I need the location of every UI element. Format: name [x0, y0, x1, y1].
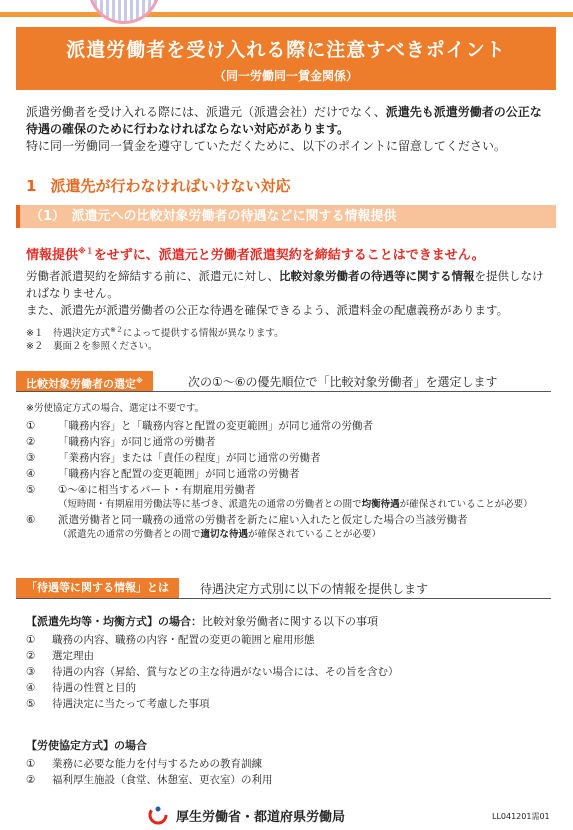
item-number: ①: [26, 634, 36, 646]
item-text: 福利厚生施設（食堂、休憩室、更衣室）の利用: [52, 774, 273, 786]
item6-sub-a: （派遣先の通常の労働者との間で: [58, 529, 201, 540]
item-number: ③: [26, 666, 36, 678]
info-description: 待遇決定方式別に以下の情報を提供します: [200, 582, 429, 596]
selection-list: [26, 418, 556, 542]
divider: [16, 598, 551, 599]
body-paragraph: [26, 268, 551, 319]
document-code: LL041201需01: [492, 812, 550, 821]
method-a-rest: 比較対象労働者に関する以下の事項: [202, 615, 378, 628]
list-item: [26, 756, 546, 772]
list-item: [26, 632, 546, 648]
note1b: によって提供する情報が異なります。: [122, 328, 284, 340]
intro-line1b: 派遣先も派遣労働者の公正な待遇の確保のために行わなければならない対応があります。: [26, 105, 542, 136]
item6-sub-b: 適切な待遇: [200, 529, 249, 540]
method-b-heading: 【労使協定方式】の場合: [26, 739, 147, 752]
warning-b: をせずに、派遣元と労働者派遣契約を締結することはできません。: [93, 248, 485, 263]
section1-heading: [26, 175, 290, 196]
body-p2: また、派遣先が派遣労働者の公正な待遇を確保できるよう、派遣料金の配慮義務があります。: [26, 303, 509, 317]
decorative-circle-icon: [88, 0, 160, 24]
body-p1b: 比較対象労働者の待遇等に関する情報: [279, 269, 475, 283]
body-p1c: を提供しなければなりません。: [26, 269, 544, 300]
selection-tag-label: 比較対象労働者の選定: [26, 377, 136, 391]
method-b-list: [26, 756, 546, 788]
item-number: ③: [26, 452, 36, 464]
section1-title: 派遣先が行わなければいけない対応: [50, 177, 291, 195]
list-item: [26, 664, 546, 680]
divider: [16, 391, 551, 392]
item-text: 派遣労働者と同一職務の通常の労働者を新たに雇い入れたと仮定した場合の当該労働者: [58, 514, 468, 526]
intro-line1a: 派遣労働者を受け入れる際には、派遣元（派遣会社）だけでなく、: [26, 105, 386, 119]
item-number: ①: [26, 758, 36, 770]
page-title: 派遣労働者を受け入れる際に注意すべきポイント: [66, 39, 506, 61]
list-item: [26, 450, 556, 466]
intro-text: [26, 104, 546, 155]
top-stripe: [0, 12, 573, 17]
warning-text: [26, 244, 485, 263]
list-item: [26, 482, 556, 498]
item-number: ①: [26, 420, 36, 432]
item-number: ⑤: [26, 698, 36, 710]
selection-note: ※労使協定方式の場合、選定は不要です。: [26, 403, 205, 414]
item-number: ②: [26, 774, 36, 786]
method-a-list: [26, 632, 546, 712]
list-item: [26, 648, 546, 664]
item-text: 「職務内容」と「職務内容と配置の変更範囲」が同じ通常の労働者: [58, 420, 373, 432]
item-number: ②: [26, 650, 36, 662]
item-number: ④: [26, 682, 36, 694]
note2: ※２ 裏面２を参照ください。: [26, 341, 158, 353]
list-item: [26, 696, 546, 712]
list-item: [26, 434, 556, 450]
list-item: [26, 772, 546, 788]
selection-description: 次の①～⑥の優先順位で「比較対象労働者」を選定します: [188, 375, 498, 389]
method-a-heading: [26, 613, 378, 629]
item-number: ②: [26, 436, 36, 448]
subsection1-header: （1） 派遣元への比較対象労働者の待遇などに関する情報提供: [16, 205, 556, 228]
item-text: 「職務内容」が同じ通常の労働者: [58, 436, 216, 448]
selection-tag-sup: ※: [136, 377, 143, 385]
item5-sub-b: 均衡待遇: [361, 499, 400, 510]
footer-org: 厚生労働省・都道府県労働局: [176, 810, 346, 825]
item-text: ①～④に相当するパート・有期雇用労働者: [58, 484, 256, 496]
top-band: [0, 0, 573, 17]
ministry-logo-icon: [148, 805, 168, 825]
list-item: [26, 680, 546, 696]
intro-line2: 特に同一労働同一賃金を遵守していただくために、以下のポイントに留意してください。: [26, 139, 507, 153]
item-number: ⑤: [26, 484, 36, 496]
list-item: [26, 466, 556, 482]
body-p1a: 労働者派遣契約を締結する前に、派遣元に対し、: [26, 269, 279, 283]
item-number: ④: [26, 468, 36, 480]
item-text: 業務に必要な能力を付与するための教育訓練: [52, 758, 262, 770]
item6-sub: [26, 528, 556, 542]
list-item: [26, 418, 556, 434]
selection-tag: [16, 371, 153, 391]
warning-sup: ※１: [78, 246, 94, 256]
list-item: [26, 512, 556, 528]
item6-sub-c: が確保されていることが必要）: [248, 529, 382, 540]
item5-sub-a: （短時間・有期雇用労働法等に基づき、派遣先の通常の労働者との間で: [58, 499, 362, 510]
item-text: 選定理由: [52, 650, 94, 662]
item5-sub-c: が確保されていることが必要）: [399, 499, 533, 510]
item-text: 待遇の性質と目的: [52, 682, 136, 694]
section1-number: 1: [26, 177, 37, 195]
item-text: 「業務内容」または「責任の程度」が同じ通常の労働者: [58, 452, 321, 464]
item-text: 職務の内容、職務の内容・配置の変更の範囲と雇用形態: [52, 634, 315, 646]
method-a-bold: 【派遣先均等・均衡方式】の場合：: [26, 615, 202, 628]
note1a: ※１ 待遇決定方式: [26, 328, 110, 340]
footnotes: [26, 324, 284, 353]
item-text: 「職務内容と配置の変更範囲」が同じ通常の労働者: [58, 468, 300, 480]
title-banner: [16, 27, 556, 90]
item-text: 待遇決定に当たって考慮した事項: [52, 698, 210, 710]
warning-a: 情報提供: [26, 248, 79, 263]
info-tag: 「待遇等に関する情報」とは: [16, 578, 179, 598]
item-text: 待遇の内容（昇給、賞与などの主な待遇がない場合には、その旨を含む）: [52, 666, 399, 678]
note1-sup: ※２: [109, 326, 123, 334]
item5-sub: [26, 498, 556, 512]
item-number: ⑥: [26, 514, 36, 526]
page-subtitle: （同一労働同一賃金関係）: [213, 69, 358, 83]
